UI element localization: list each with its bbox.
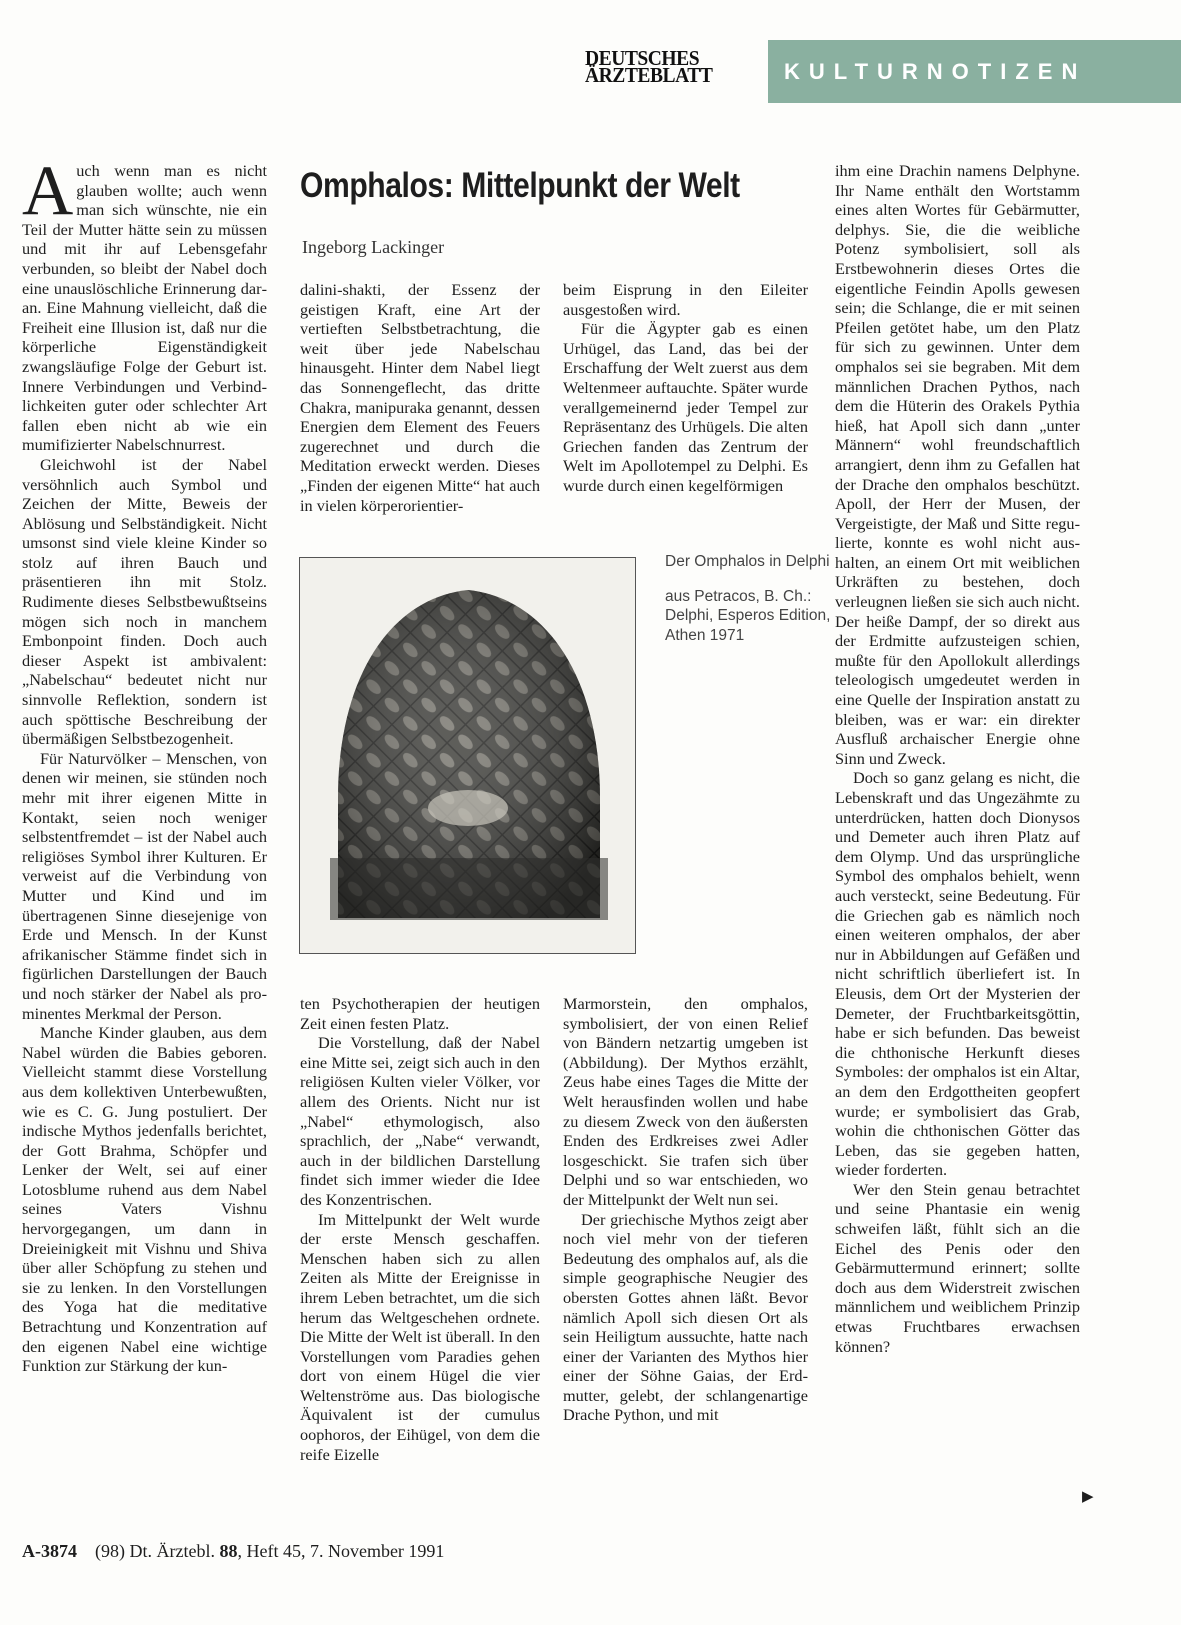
paragraph: beim Eisprung in den Eileiter ausgestoßen wird.	[563, 280, 808, 319]
paragraph: ihm eine Drachin namens Delphyne. Ihr Name enthält den Wortstamm eines alten Wortes für Gebärmutter, delphys. Sie, die die weibliche Potenz symbolisiert, soll als Erstbewohnerin dieses Ortes die eigentliche Feindin Apolls gewesen sein; die Schlange, die er mit seinen Pfeilen getötet habe, um den Platz für sich zu gewinnen. Unter dem omphalos sei sie begraben. Mit dem männlichen Drachen Pythos, nach dem die Hüterin des Orakels Pythia hieß, hat Apoll sich dann „unter Männern“ wohl freundschaftlich arrangiert, denn ihm zu Gefallen hat der Drache den omphalos beschützt. Apoll, der Herr der Musen, der Vergeistigte, der Maß und Sitte regulierte, konnte es wohl nicht aushalten, an einem Ort mit weiblichen Urkräften zu bestehen, doch verleugnen ließen sie sich auch nicht. Der heiße Dampf, der so direkt aus der Erdmitte aufzusteigen schien, mußte für den Apollokult allerdings teleologisch umgedeutet werden in eine Quelle der Inspiration anstatt zu bleiben, was er war: ein direkter Ausfluß archaischer Energie ohne Sinn und Zweck.	[835, 161, 1080, 768]
paragraph: Die Vorstellung, daß der Nabel eine Mitte sei, zeigt sich auch in den religiösen Kulten vieler Völker, vor allem des Orients. Nicht nur ist „Nabel“ ethymologisch, also sprachlich, der „Nabe“ verwandt, auch in der bildlichen Darstellung findet sich immer wieder die Idee des Konzentrischen.	[300, 1033, 540, 1209]
section-banner: KULTURNOTIZEN	[768, 40, 1181, 103]
paragraph: dalini-shakti, der Essenz der geistigen Kraft, eine Art der vertieften Selbstbetrachtung, die weit über jede Nabelschau hinausgeht. Hinter dem Nabel liegt das Sonnengeflecht, das dritte Chakra, manipuraka genannt, dessen Energien dem Element des Feuers zugerechnet und durch die Meditation erweckt werden. Dieses „Finden der eigenen Mitte“ hat auch in vielen körperorientier-	[300, 280, 540, 515]
paragraph	[22, 152, 267, 455]
page-number: A-3874	[22, 1541, 77, 1561]
citation-volume: 88	[219, 1541, 238, 1561]
figure-caption	[665, 552, 855, 660]
paragraph: Für Naturvölker – Menschen, von denen wir meinen, sie stünden noch mehr mit ihrer eigenen Mitte in Kontakt, seien noch weniger selbstentfremdet – ist der Nabel auch religiöses Symbol ihrer Kulturen. Er verweist auf die Verbindung von Mutter und Kind und im übertragenen Sinne diesejenige von Erde und Mensch. In der Kunst afrikanischer Stämme findet sich in figürlichen Darstellungen der Bauch und noch stärker der Nabel als prominentes Merkmal der Person.	[22, 748, 267, 1023]
drop-cap: A	[22, 152, 74, 230]
article-author: Ingeborg Lackinger	[302, 237, 445, 257]
citation-issue: , Heft 45, 7. November 1991	[237, 1541, 445, 1561]
journal-logo	[585, 46, 738, 87]
article-column-3-bottom	[563, 994, 808, 1425]
caption-source: aus Petracos, B. Ch.: Delphi, Esperos Edition, Athen 1971	[665, 587, 831, 644]
article-column-4	[835, 161, 1080, 1356]
article-column-2-bottom	[300, 994, 540, 1464]
article-column-2-top	[300, 280, 540, 515]
paragraph-text: uch wenn man es nicht glauben wollte; auch wenn man sich wünschte, nie ein Teil der Mutter hätte sein zu müssen und mit ihr auf Lebensgefahr verbunden, so bleibt der Nabel doch eine unauslöschliche Erinnerung daran. Eine Mahnung vielleicht, daß die Freiheit eine Illusion ist, daß nur die körperliche Eigenständigkeit zwangsläufige Folge der Geburt ist. Innere Verbindungen und Verbindlichkeiten guter oder schlechter Art fallen eben nicht ab wie ein mumifizierter Nabelschnurrest.	[22, 161, 267, 455]
paragraph: Marmorstein, den omphalos, symbolisiert, der von einen Relief von Bändern netzartig umgeben ist (Abbildung). Der Mythos erzählt, Zeus habe eines Tages die Mitte der Welt herausfinden wollen und habe zu diesem Zweck von den äußersten Enden des Erdkreises zwei Adler losgeschickt. Sie trafen sich über Delphi und so war entschieden, wo der Mittelpunkt der Welt nun sei.	[563, 994, 808, 1209]
paragraph: Manche Kinder glauben, aus dem Nabel würden die Babies geboren. Vielleicht stammt diese Vorstellung aus dem kollektiven Unterbewußten, wie es C. G. Jung postuliert. Der indische Mythos jedenfalls berichtet, der Gott Brahma, Schöpfer und Lenker der Welt, sei auf einer Lotosblume ruhend aus dem Nabel seines Vaters Vishnu hervorgegangen, um dann in Dreieinigkeit mit Vishnu und Shiva über aller Schöpfung zu stehen und sie zu lenken. In den Vorstellungen des Yoga hat die meditative Betrachtung und Konzentration auf den eigenen Nabel eine wichtige Funktion zur Stärkung der kun-	[22, 1023, 267, 1376]
citation-journal: (98) Dt. Ärztebl.	[95, 1541, 215, 1561]
omphalos-stone-image	[300, 558, 635, 953]
page-footer	[22, 1541, 444, 1562]
paragraph: Doch so ganz gelang es nicht, die Lebenskraft und das Ungezähmte zu unterdrücken, hatten doch Dionysos und Demeter auch ihren Platz auf dem Olymp. Und das ursprüngliche Symbol des omphalos behielt, wenn auch versteckt, seine Bedeutung. Für die Griechen gab es nämlich noch einen weiteren omphalos, der aber nur in Abbildungen auf Gefäßen und nicht schriftlich überliefert ist. In Eleusis, dem Ort der Mysterien der Demeter, der Fruchtbarkeitsgöttin, habe er sich befunden. Das beweist die chthonische Herkunft dieses Symboles: der omphalos ist ein Altar, an dem den Erdgottheiten geopfert wurde; er symbolisiert das Grab, wohin die chthonischen Götter das Leben, das sie gegeben hatten, wieder forderten.	[835, 768, 1080, 1180]
article-column-3-top	[563, 280, 808, 496]
paragraph: Wer den Stein genau betrachtet und seine Phantasie ein wenig schweifen läßt, fühlt sich an die Eichel des Penis oder den Gebärmuttermund erinnert; sollte doch aus dem Widerstreit zwischen männlichem und weiblichem Prinzip etwas Fruchtbares erwachsen können?	[835, 1179, 1080, 1356]
paragraph: Gleichwohl ist der Nabel versöhnlich auch Symbol und Zeichen der Mitte, Beweis der Ablösung und Selbständigkeit. Nicht umsonst sind viele kleine Kinder so stolz auf ihren Bauch und präsentieren ihn mit Stolz. Rudimente dieses Selbstbewußtseins mögen sich noch in manchem Embonpoint finden. Doch auch dieser Aspekt ist ambivalent: „Nabelschau“ bedeutet nicht nur sinnvolle Reflektion, sondern ist auch spöttische Beschreibung der übermäßigen Selbstbezogenheit.	[22, 454, 267, 749]
logo-line-1: DEUTSCHES	[585, 46, 700, 70]
article-title: Omphalos: Mittelpunkt der Welt	[300, 166, 740, 205]
paragraph: Der griechische Mythos zeigt aber noch viel mehr von der tieferen Bedeutung des omphalos auf, als die simple geographische Neugier des obersten Gottes ahnen läßt. Bevor nämlich Apoll sich diesen Ort als sein Heiligtum aussuchte, hatte nach einer der Varianten des Mythos hier einer der Söhne Gaias, der Erdmutter, gelebt, der schlangenartige Drache Python, und mit	[563, 1209, 808, 1425]
caption-title: Der Omphalos in Delphi	[665, 553, 830, 570]
continue-arrow-icon: ▶	[1082, 1489, 1094, 1505]
paragraph: ten Psychotherapien der heutigen Zeit einen festen Platz.	[300, 994, 540, 1033]
article-column-1	[22, 152, 267, 1376]
logo-line-2: ÄRZTEBLATT	[585, 63, 713, 87]
paragraph: Im Mittelpunkt der Welt wurde der erste Mensch geschaffen. Menschen haben sich zu allen Zeiten als Mitte der Ereignisse in ihrem Leben betrachtet, um die sich herum das Weltgeschehen ordnete. Die Mitte der Welt ist überall. In den Vorstellungen vom Paradies gehen dort von einem Hügel die vier Weltenströme aus. Das biologische Äquivalent ist der cumulus oophoros, der Eihügel, von dem die reife Eizelle	[300, 1209, 540, 1464]
paragraph: Für die Ägypter gab es einen Urhügel, das Land, das bei der Erschaffung der Welt zuerst aus dem Weltenmeer auftauchte. Später wurde verallgemeinernd jeder Tempel zur Repräsentanz des Urhügels. Die alten Griechen fanden das Zentrum der Welt im Apollotempel zu Delphi. Es wurde durch einen kegelförmigen	[563, 319, 808, 495]
omphalos-photo	[299, 557, 636, 954]
